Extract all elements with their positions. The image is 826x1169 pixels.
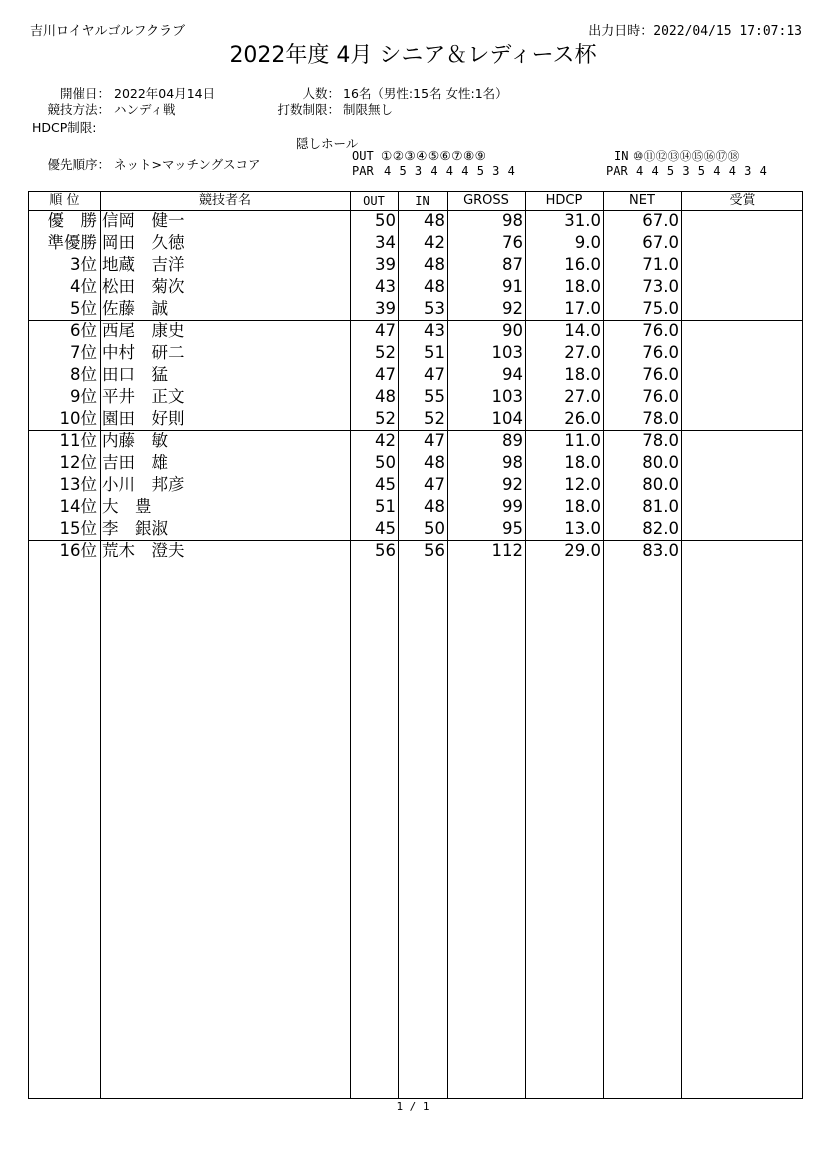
- output-value: 2022/04/15 17:07:13: [653, 24, 802, 39]
- cell-gross: 103: [491, 343, 523, 362]
- cell-award: [681, 342, 801, 364]
- cell-net: 81.0: [642, 497, 679, 516]
- cell-rank: 優 勝: [47, 211, 97, 230]
- cell-in: 47: [424, 365, 445, 384]
- priority-value: ネット>マッチングスコア: [114, 157, 261, 172]
- cell-net: 71.0: [642, 255, 679, 274]
- out-label: OUT: [352, 149, 374, 163]
- cell-in: 42: [424, 233, 445, 252]
- cell-rank: 13位: [59, 475, 97, 494]
- cell-award: [681, 474, 801, 496]
- cell-hdcp: 18.0: [564, 453, 601, 472]
- date-value: 2022年04月14日: [114, 86, 216, 101]
- table-row: [29, 496, 802, 518]
- cell-award: [681, 452, 801, 474]
- cell-rank: 7位: [70, 343, 97, 362]
- table-row: [29, 474, 802, 496]
- cell-hdcp: 16.0: [564, 255, 601, 274]
- output-label: 出力日時：: [588, 24, 654, 39]
- hidden-holes-label: 隠しホール: [296, 136, 359, 151]
- cell-award: [681, 540, 801, 562]
- table-row: [29, 452, 802, 474]
- cell-name: 中村 研二: [102, 343, 185, 362]
- club-name: 吉川ロイヤルゴルフクラブ: [30, 24, 186, 39]
- cell-award: [681, 430, 801, 452]
- cell-name: 佐藤 誠: [102, 299, 168, 318]
- cell-out: 39: [375, 255, 396, 274]
- cell-hdcp: 14.0: [564, 321, 601, 340]
- cell-in: 55: [424, 387, 445, 406]
- cell-in: 43: [424, 321, 445, 340]
- cell-name: 内藤 敏: [102, 431, 168, 450]
- hdcp-limit-label: HDCP制限:: [32, 120, 97, 135]
- cell-net: 82.0: [642, 519, 679, 538]
- method-value: ハンディ戦: [114, 102, 176, 117]
- cell-hdcp: 18.0: [564, 277, 601, 296]
- cell-name: 地蔵 吉洋: [102, 255, 185, 274]
- cell-gross: 92: [502, 299, 523, 318]
- cell-name: 荒木 澄夫: [102, 541, 185, 560]
- cell-gross: 112: [491, 541, 523, 560]
- cell-gross: 98: [502, 453, 523, 472]
- cell-in: 48: [424, 497, 445, 516]
- cell-net: 76.0: [642, 343, 679, 362]
- date-label: 開催日：: [59, 86, 110, 101]
- page-number: 1 / 1: [396, 1100, 430, 1113]
- cell-in: 48: [424, 211, 445, 230]
- cell-out: 52: [375, 409, 396, 428]
- cell-net: 73.0: [642, 277, 679, 296]
- cell-hdcp: 27.0: [564, 387, 601, 406]
- cell-in: 50: [424, 519, 445, 538]
- cell-in: 48: [424, 255, 445, 274]
- cell-hdcp: 11.0: [564, 431, 601, 450]
- cell-out: 45: [375, 519, 396, 538]
- header-rank: 順 位: [49, 193, 80, 208]
- cell-rank: 8位: [70, 365, 97, 384]
- cell-net: 75.0: [642, 299, 679, 318]
- cell-out: 50: [375, 453, 396, 472]
- cell-rank: 12位: [59, 453, 97, 472]
- cell-award: [681, 232, 801, 254]
- cell-in: 53: [424, 299, 445, 318]
- cell-out: 43: [375, 277, 396, 296]
- cell-gross: 91: [502, 277, 523, 296]
- cell-in: 52: [424, 409, 445, 428]
- count-label: 人数：: [302, 86, 340, 101]
- cell-net: 76.0: [642, 321, 679, 340]
- cell-hdcp: 12.0: [564, 475, 601, 494]
- cell-in: 51: [424, 343, 445, 362]
- output-datetime: [588, 20, 802, 39]
- in-pars: 4 4 5 3 5 4 4 3 4: [636, 164, 767, 178]
- table-row: [29, 298, 802, 320]
- cell-gross: 94: [502, 365, 523, 384]
- cell-gross: 99: [502, 497, 523, 516]
- cell-name: 西尾 康史: [102, 321, 185, 340]
- table-row: [29, 210, 802, 232]
- cell-gross: 90: [502, 321, 523, 340]
- table-row: [29, 254, 802, 276]
- cell-name: 李 銀淑: [102, 519, 168, 538]
- cell-hdcp: 18.0: [564, 497, 601, 516]
- cell-in: 47: [424, 475, 445, 494]
- cell-net: 76.0: [642, 365, 679, 384]
- cell-out: 45: [375, 475, 396, 494]
- cell-in: 48: [424, 277, 445, 296]
- cell-rank: 9位: [70, 387, 97, 406]
- cell-name: 園田 好則: [102, 409, 185, 428]
- table-row: [29, 364, 802, 386]
- cell-gross: 92: [502, 475, 523, 494]
- cell-net: 67.0: [642, 233, 679, 252]
- cell-gross: 104: [491, 409, 523, 428]
- cell-out: 39: [375, 299, 396, 318]
- cell-gross: 98: [502, 211, 523, 230]
- out-holes: ①②③④⑤⑥⑦⑧⑨: [381, 148, 487, 163]
- cell-name: 岡田 久徳: [102, 233, 185, 252]
- cell-net: 80.0: [642, 453, 679, 472]
- header-in: IN: [415, 194, 430, 208]
- cell-net: 80.0: [642, 475, 679, 494]
- limit-value: 制限無し: [343, 102, 394, 117]
- cell-award: [681, 518, 801, 540]
- cell-rank: 6位: [70, 321, 97, 340]
- cell-gross: 95: [502, 519, 523, 538]
- table-row: [29, 518, 802, 540]
- table-row: [29, 430, 802, 452]
- cell-rank: 16位: [59, 541, 97, 560]
- cell-in: 56: [424, 541, 445, 560]
- cell-net: 76.0: [642, 387, 679, 406]
- cell-name: 田口 猛: [102, 365, 168, 384]
- header-name: 競技者名: [198, 193, 251, 208]
- table-row: [29, 386, 802, 408]
- cell-in: 47: [424, 431, 445, 450]
- in-par-label: PAR: [606, 164, 628, 178]
- cell-name: 小川 邦彦: [102, 475, 185, 494]
- table-row: [29, 276, 802, 298]
- cell-out: 50: [375, 211, 396, 230]
- cell-out: 48: [375, 387, 396, 406]
- cell-award: [681, 254, 801, 276]
- cell-rank: 5位: [70, 299, 97, 318]
- out-par-label: PAR: [352, 164, 374, 178]
- cell-out: 51: [375, 497, 396, 516]
- cell-hdcp: 27.0: [564, 343, 601, 362]
- limit-label: 打数制限：: [277, 102, 340, 117]
- cell-gross: 87: [502, 255, 523, 274]
- cell-gross: 103: [491, 387, 523, 406]
- cell-award: [681, 386, 801, 408]
- cell-rank: 14位: [59, 497, 97, 516]
- cell-hdcp: 18.0: [564, 365, 601, 384]
- results-table: [28, 191, 803, 1099]
- page-title: 2022年度 4月 シニア＆レディース杯: [229, 43, 597, 68]
- cell-out: 34: [375, 233, 396, 252]
- cell-name: 平井 正文: [102, 387, 185, 406]
- header-net: NET: [629, 193, 655, 208]
- cell-net: 78.0: [642, 431, 679, 450]
- cell-out: 56: [375, 541, 396, 560]
- table-row: [29, 408, 802, 430]
- cell-name: 大 豊: [102, 497, 152, 516]
- cell-award: [681, 364, 801, 386]
- cell-hdcp: 13.0: [564, 519, 601, 538]
- cell-in: 48: [424, 453, 445, 472]
- table-row: [29, 342, 802, 364]
- cell-award: [681, 276, 801, 298]
- cell-out: 42: [375, 431, 396, 450]
- cell-rank: 10位: [59, 409, 97, 428]
- in-holes: ⑩⑪⑫⑬⑭⑮⑯⑰⑱: [633, 149, 740, 163]
- cell-hdcp: 31.0: [564, 211, 601, 230]
- count-value: 16名（男性:15名 女性:1名）: [343, 86, 508, 101]
- priority-label: 優先順序：: [47, 157, 110, 172]
- cell-rank: 準優勝: [47, 233, 97, 252]
- cell-hdcp: 9.0: [574, 233, 601, 252]
- cell-rank: 11位: [59, 431, 97, 450]
- cell-out: 47: [375, 321, 396, 340]
- header-hdcp: HDCP: [545, 193, 583, 208]
- cell-award: [681, 298, 801, 320]
- header-out: OUT: [363, 194, 385, 208]
- method-label: 競技方法：: [47, 102, 110, 117]
- cell-gross: 76: [502, 233, 523, 252]
- header-gross: GROSS: [463, 193, 509, 208]
- cell-award: [681, 320, 801, 342]
- cell-hdcp: 26.0: [564, 409, 601, 428]
- table-row: [29, 540, 802, 562]
- cell-rank: 4位: [70, 277, 97, 296]
- cell-award: [681, 408, 801, 430]
- cell-rank: 3位: [70, 255, 97, 274]
- cell-rank: 15位: [59, 519, 97, 538]
- table-row: [29, 232, 802, 254]
- cell-award: [681, 210, 801, 232]
- cell-hdcp: 29.0: [564, 541, 601, 560]
- table-row: [29, 320, 802, 342]
- cell-name: 松田 菊次: [102, 277, 185, 296]
- in-label: IN: [614, 149, 629, 163]
- cell-net: 83.0: [642, 541, 679, 560]
- cell-gross: 89: [502, 431, 523, 450]
- cell-hdcp: 17.0: [564, 299, 601, 318]
- cell-out: 47: [375, 365, 396, 384]
- out-pars: 4 5 3 4 4 4 5 3 4: [384, 164, 515, 178]
- cell-name: 吉田 雄: [102, 453, 168, 472]
- cell-out: 52: [375, 343, 396, 362]
- cell-net: 78.0: [642, 409, 679, 428]
- header-award: 受賞: [729, 193, 756, 208]
- cell-net: 67.0: [642, 211, 679, 230]
- cell-award: [681, 496, 801, 518]
- cell-name: 信岡 健一: [102, 211, 185, 230]
